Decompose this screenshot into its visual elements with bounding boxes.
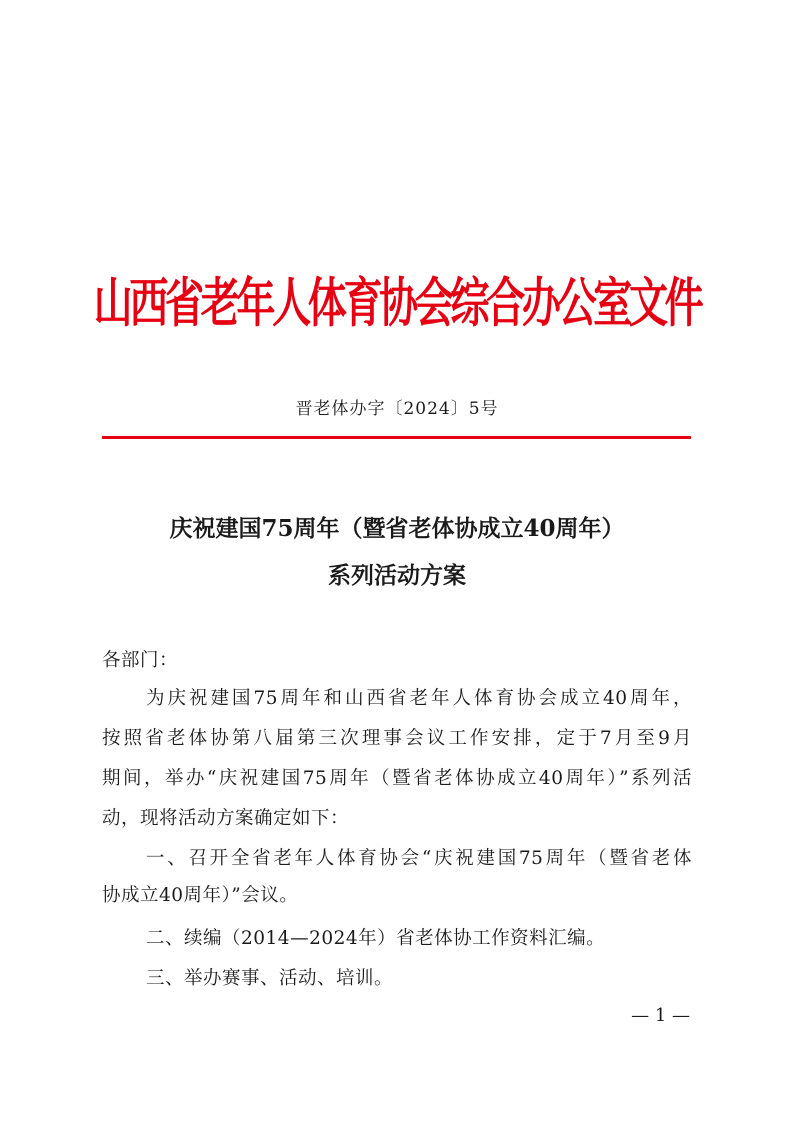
list-item-line: 协成立40周年）”会议。 <box>102 885 299 906</box>
paragraph-line: 动，现将活动方案确定如下： <box>102 808 350 829</box>
document-number: 晋老体办字〔2024〕5号 <box>295 399 499 419</box>
salutation: 各部门： <box>102 650 179 671</box>
document-title-line-2: 系列活动方案 <box>328 562 466 589</box>
list-item-line: 三、举办赛事、活动、培训。 <box>146 968 394 989</box>
paragraph-line: 为庆祝建国75周年和山西省老年人体育协会成立40周年， <box>146 688 692 709</box>
red-divider-line <box>102 436 691 439</box>
document-title-line-1: 庆祝建国75周年（暨省老体协成立40周年） <box>169 515 625 542</box>
list-item-line: 一、召开全省老年人体育协会“庆祝建国75周年（暨省老体 <box>146 848 692 869</box>
paragraph-line: 按照省老体协第八届第三次理事会议工作安排，定于7月至9月 <box>102 728 692 749</box>
page-number: — 1 — <box>631 1005 690 1026</box>
document-masthead: 山西省老年人体育协会综合办公室文件 <box>93 272 701 335</box>
paragraph-line: 期间，举办“庆祝建国75周年（暨省老体协成立40周年）”系列活 <box>102 768 692 789</box>
list-item-line: 二、续编（2014—2024年）省老体协工作资料汇编。 <box>146 928 606 949</box>
